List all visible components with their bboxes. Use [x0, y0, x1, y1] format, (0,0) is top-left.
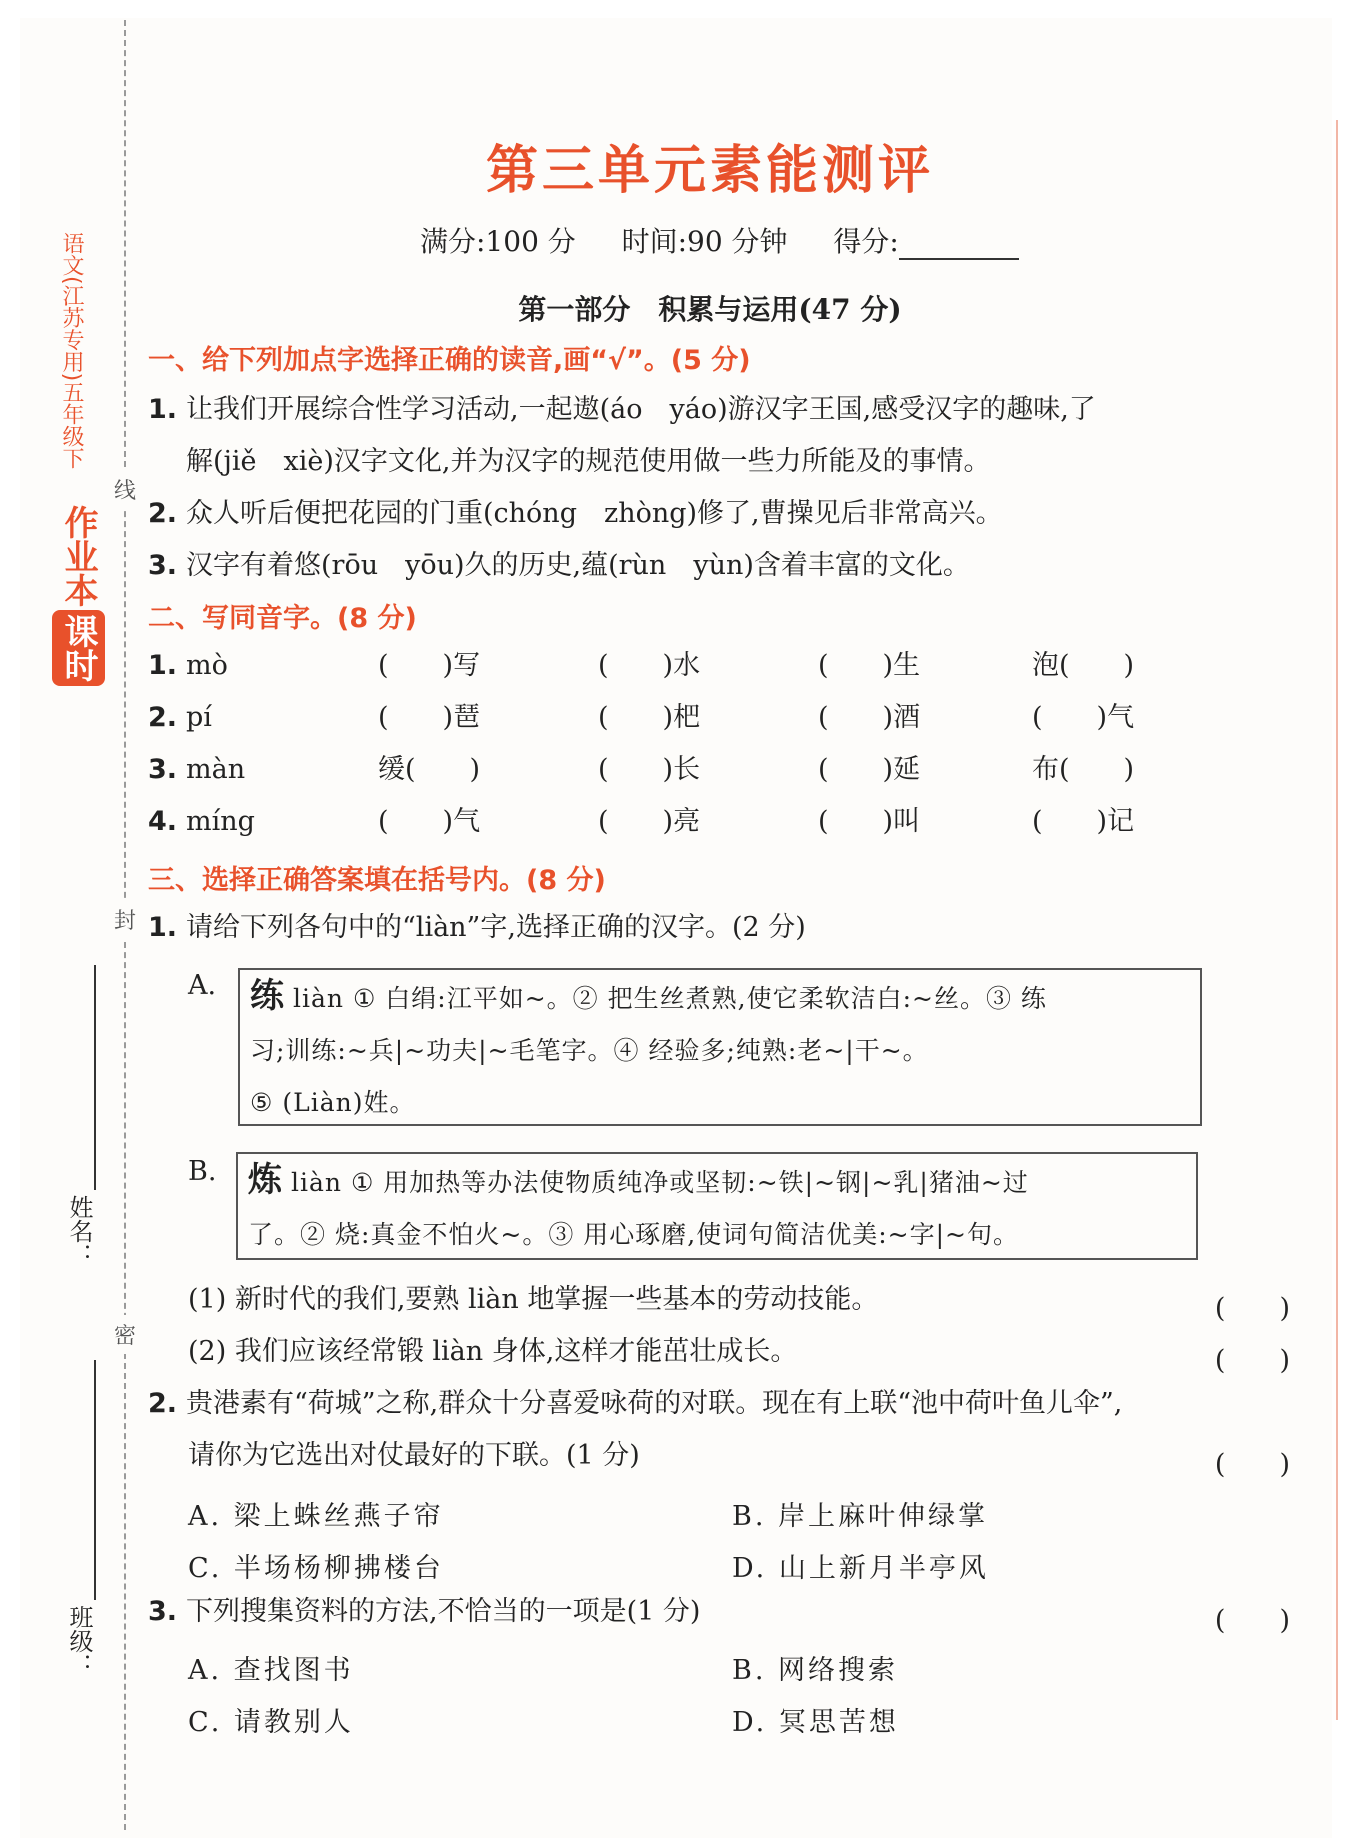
homophone-row	[148, 796, 1288, 848]
pinyin: míng	[186, 806, 255, 837]
cut-label-secret: 密	[114, 1315, 136, 1354]
answer-paren-3[interactable]: ( )	[1214, 1449, 1290, 1480]
cut-label-seal: 封	[114, 900, 136, 939]
answer-paren-4[interactable]: ( )	[1214, 1605, 1290, 1636]
section-1-title: 一、给下列加点字选择正确的读音,画“√”。(5 分)	[148, 345, 751, 376]
s3-q1-text: 请给下列各句中的“liàn”字,选择正确的汉字。(2 分)	[186, 912, 806, 943]
homophone-blank[interactable]: ( )长	[598, 754, 701, 785]
q2-option-d[interactable]: D. 山上新月半亭风	[732, 1553, 989, 1584]
homophone-blank[interactable]: ( )酒	[818, 702, 921, 733]
s1-q3-text: 汉字有着悠(rōu yōu)久的历史,蕴(rùn yùn)含着丰富的文化。	[186, 550, 970, 581]
dict-b-line2: 了。② 烧:真金不怕火~。③ 用心琢磨,使词句简洁优美:~字|~句。	[248, 1220, 1019, 1249]
exam-time: 时间:90 分钟	[621, 225, 788, 258]
s1-question-2	[148, 488, 1003, 540]
pinyin: mò	[186, 650, 228, 681]
row-number: 4.	[148, 806, 178, 837]
dict-a-line1: liàn ① 白绢:江平如~。② 把生丝煮熟,使它柔软洁白:~丝。③ 练	[293, 984, 1047, 1013]
homophone-blank[interactable]: ( )气	[378, 806, 481, 837]
page-edge-line	[1336, 120, 1338, 1720]
row-number: 2.	[148, 702, 178, 733]
homophone-blank[interactable]: ( )气	[1032, 702, 1135, 733]
homophone-blank[interactable]: ( )水	[598, 650, 701, 681]
homophone-row	[148, 640, 1288, 692]
full-score: 满分:100 分	[420, 225, 576, 258]
s3-sub-1: (1) 新时代的我们,要熟 liàn 地掌握一些基本的劳动技能。	[188, 1284, 879, 1315]
dict-b-char: 炼	[248, 1160, 283, 1200]
s3-q2-line2: 请你为它选出对仗最好的下联。(1 分)	[188, 1440, 640, 1471]
s3-q2-line1: 贵港素有“荷城”之称,群众十分喜爱咏荷的对联。现在有上联“池中荷叶鱼儿伞”,	[186, 1388, 1123, 1419]
dict-a-line3: ⑤ (Liàn)姓。	[250, 1088, 416, 1117]
q3-option-b[interactable]: B. 网络搜索	[732, 1655, 899, 1686]
q3-option-c[interactable]: C. 请教别人	[188, 1707, 354, 1738]
s1-question-3	[148, 540, 970, 592]
s3-sub-2: (2) 我们应该经常锻 liàn 身体,这样才能茁壮成长。	[188, 1336, 798, 1367]
answer-paren-2[interactable]: ( )	[1214, 1345, 1290, 1376]
row-number: 3.	[148, 754, 178, 785]
question-number: 1.	[148, 912, 178, 943]
section-3-title: 三、选择正确答案填在括号内。(8 分)	[148, 865, 606, 896]
homophone-blank[interactable]: ( )叫	[818, 806, 921, 837]
q3-option-d[interactable]: D. 冥思苦想	[732, 1707, 899, 1738]
exam-meta	[420, 220, 1019, 260]
homophone-row	[148, 692, 1288, 744]
subject-label: 语文(江苏专用)五年级下	[59, 232, 84, 470]
dict-a-label: A.	[188, 970, 217, 1001]
question-number: 2.	[148, 1388, 178, 1419]
cut-label-line: 线	[114, 470, 136, 509]
question-number: 2.	[148, 498, 178, 529]
s3-question-3	[148, 1586, 700, 1638]
question-number: 3.	[148, 1596, 178, 1627]
s1-question-1	[148, 384, 1096, 436]
homophone-blank[interactable]: ( )亮	[598, 806, 701, 837]
q2-option-b[interactable]: B. 岸上麻叶伸绿掌	[732, 1501, 989, 1532]
s1-q1-line1: 让我们开展综合性学习活动,一起遨(áo yáo)游汉字王国,感受汉字的趣味,了	[186, 394, 1096, 425]
homophone-blank[interactable]: ( )生	[818, 650, 921, 681]
s3-question-1	[148, 902, 806, 954]
homophone-blank[interactable]: ( )杷	[598, 702, 701, 733]
q2-option-c[interactable]: C. 半场杨柳拂楼台	[188, 1553, 444, 1584]
s1-q1-line2: 解(jiě xiè)汉字文化,并为汉字的规范使用做一些力所能及的事情。	[186, 446, 991, 477]
dict-a-char: 练	[250, 976, 285, 1016]
s3-q3-text: 下列搜集资料的方法,不恰当的一项是(1 分)	[186, 1596, 701, 1627]
s1-q2-text: 众人听后便把花园的门重(chóng zhòng)修了,曹操见后非常高兴。	[186, 498, 1003, 529]
pinyin: pí	[186, 702, 212, 733]
dict-b-label: B.	[188, 1156, 217, 1187]
brand-label: 作业本	[58, 505, 98, 607]
section-2-title: 二、写同音字。(8 分)	[148, 603, 417, 634]
dict-entry-b	[236, 1152, 1198, 1260]
homophone-blank[interactable]: ( )写	[378, 650, 481, 681]
pinyin: màn	[186, 754, 246, 785]
homophone-blank[interactable]: 泡( )	[1032, 650, 1135, 681]
answer-paren-1[interactable]: ( )	[1214, 1293, 1290, 1324]
part-title: 第一部分 积累与运用(47 分)	[518, 293, 902, 326]
dict-b-line1: liàn ① 用加热等办法使物质纯净或坚韧:~铁|~钢|~乳|猪油~过	[291, 1168, 1029, 1197]
q3-option-a[interactable]: A. 查找图书	[188, 1655, 354, 1686]
class-label: 班级：	[65, 1605, 93, 1677]
homophone-blank[interactable]: ( )琶	[378, 702, 481, 733]
question-number: 3.	[148, 550, 178, 581]
question-number: 1.	[148, 394, 178, 425]
score-label: 得分:	[833, 225, 899, 258]
homophone-blank[interactable]: ( )延	[818, 754, 921, 785]
dict-a-line2: 习;训练:~兵|~功夫|~毛笔字。④ 经验多;纯熟:老~|干~。	[250, 1036, 929, 1065]
homophone-blank[interactable]: ( )记	[1032, 806, 1135, 837]
name-label: 姓名：	[65, 1195, 93, 1267]
name-blank[interactable]	[94, 965, 96, 1190]
homophone-blank[interactable]: 缓( )	[378, 754, 481, 785]
homophone-row	[148, 744, 1288, 796]
s3-question-2	[148, 1378, 1122, 1430]
page-title: 第三单元素能测评	[485, 140, 934, 201]
row-number: 1.	[148, 650, 178, 681]
class-blank[interactable]	[94, 1360, 96, 1600]
brand-logo-icon: 课时	[52, 610, 105, 686]
score-blank[interactable]	[899, 230, 1019, 260]
dict-entry-a	[238, 968, 1202, 1126]
homophone-blank[interactable]: 布( )	[1032, 754, 1135, 785]
q2-option-a[interactable]: A. 梁上蛛丝燕子帘	[188, 1501, 444, 1532]
